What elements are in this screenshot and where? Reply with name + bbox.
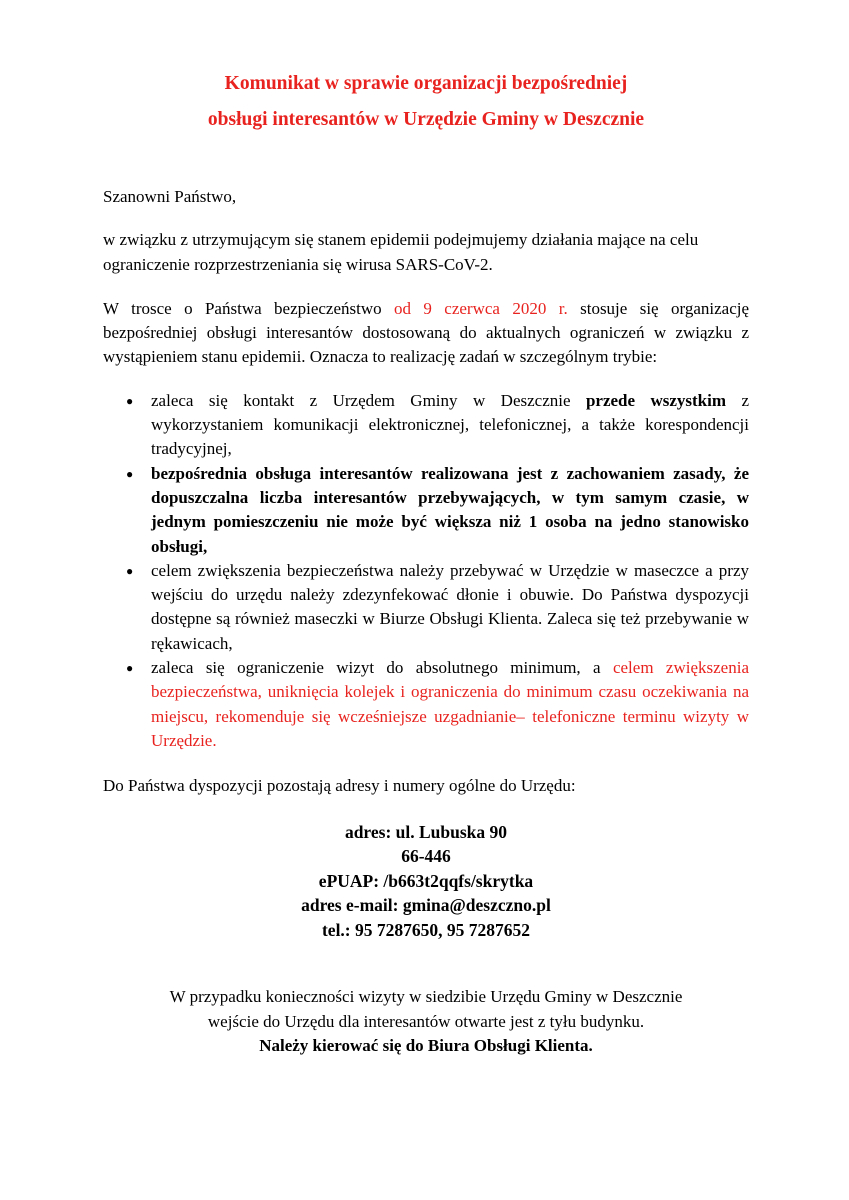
title-line-2: obsługi interesantów w Urzędzie Gminy w Deszcznie xyxy=(207,109,645,130)
closing-line-2: wejście do Urzędu dla interesantów otwarte jest z tyłu budynku. xyxy=(207,1011,645,1031)
list-item xyxy=(126,559,749,656)
organization-paragraph xyxy=(103,297,749,370)
bullet-icon: ● xyxy=(126,563,134,578)
bullet-icon: ● xyxy=(126,466,134,481)
contact-email: adres e-mail: gmina@deszczno.pl xyxy=(301,895,551,916)
list-item-text: celem zwiększenia bezpieczeństwa należy przebywać w Urzędzie w maseczce a przy wejściu do urzędu należy zdezynfekować dłonie i obuwie. Do Państwa dyspozycji dostępne są również maseczki w Biurze Obsługi Klienta. Zaleca się też przebywanie w rękawicach, xyxy=(151,560,749,653)
contact-epuap: ePUAP: /b663t2qqfs/skrytka xyxy=(318,870,534,891)
bullet-icon: ● xyxy=(126,393,134,408)
closing-line-1: W przypadku konieczności wizyty w siedzibie Urzędu Gminy w Deszcznie xyxy=(169,987,683,1007)
effective-date: od 9 czerwca 2020 r. xyxy=(394,298,568,318)
list-item-text: zaleca się kontakt z Urzędem Gminy w Deszcznie xyxy=(151,390,586,410)
contact-phone: tel.: 95 7287650, 95 7287652 xyxy=(321,919,531,940)
list-item-emphasis: przede wszystkim xyxy=(585,390,727,410)
list-item xyxy=(126,462,749,559)
greeting: Szanowni Państwo, xyxy=(103,187,237,206)
list-item-text: z wykorzystaniem komunikacji elektronicznej, telefonicznej, a także korespondencji tradycyjnej, xyxy=(151,390,749,459)
closing-line-3: Należy kierować się do Biura Obsługi Klienta. xyxy=(259,1036,593,1056)
organization-text-start: W trosce o Państwa bezpieczeństwo xyxy=(103,298,395,318)
document-title xyxy=(103,66,749,138)
bullet-icon: ● xyxy=(126,661,134,676)
contact-address: adres: ul. Lubuska 90 xyxy=(344,821,508,842)
intro-paragraph: w związku z utrzymującym się stanem epidemii podejmujemy działania mające na celu ograniczenie rozprzestrzeniania się wirusa SARS-CoV-2. xyxy=(103,230,699,274)
title-line-1: Komunikat w sprawie organizacji bezpośredniej xyxy=(224,73,628,94)
document-page xyxy=(103,66,749,1059)
list-item xyxy=(126,656,749,753)
rules-list xyxy=(103,389,749,753)
list-item-highlight: celem zwiększenia bezpieczeństwa, uniknięcia kolejek i ograniczenia do minimum czasu oczekiwania na miejscu, rekomenduje się wcześniejsze uzgadnianie– telefoniczne terminu wizyty w Urzędzie. xyxy=(151,658,749,750)
organization-text-end: stosuje się organizację bezpośredniej obsługi interesantów dostosowaną do aktualnych ograniczeń w związku z wystąpieniem stanu epidemii. Oznacza to realizację zadań w szczególnym trybie: xyxy=(103,298,750,367)
availability-line: Do Państwa dyspozycji pozostają adresy i numery ogólne do Urzędu: xyxy=(103,776,576,796)
contact-block xyxy=(103,820,749,943)
list-item-text: zaleca się ograniczenie wizyt do absolutnego minimum, a xyxy=(151,658,613,678)
contact-postal-code: 66-446 xyxy=(401,846,451,867)
list-item-emphasis: bezpośrednia obsługa interesantów realizowana jest z zachowaniem zasady, że dopuszczalna liczba interesantów przebywających, w tym samym czasie, w jednym pomieszczeniu nie może być większa niż 1 osoba na jedno stanowisko obsługi, xyxy=(151,463,749,556)
list-item xyxy=(126,389,749,462)
closing-block xyxy=(103,985,749,1059)
